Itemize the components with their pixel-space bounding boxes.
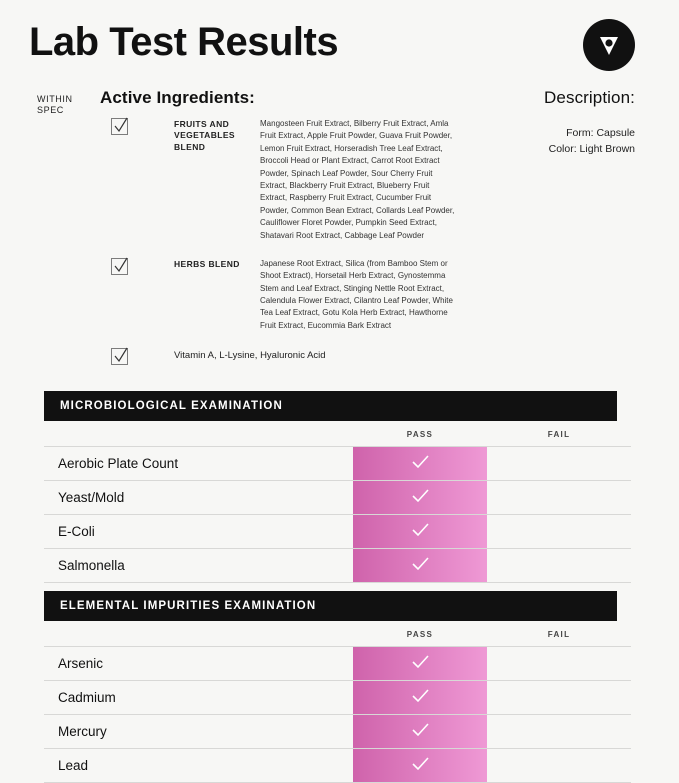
fail-cell [487,681,631,715]
page-title: Lab Test Results [29,20,339,64]
ingredient-blend-detail: Japanese Root Extract, Silica (from Bamboo Stem or Shoot Extract), Horsetail Herb Extract, Gynostemma Stem and Leaf Extract, Stinging Nettle Root Extract, Calendula Flower Extract, Cilantro Leaf Powder, White Tea Leaf Extract, Gotu Kola Herb Extract, Hawthorne Fruit Extract, Eucommia Bark Extract [260,258,453,330]
check-icon [412,455,429,469]
test-name: Arsenic [44,647,353,681]
table-row [44,447,631,481]
within-spec-column [26,88,100,377]
fail-cell [487,447,631,481]
active-ingredients-column [100,88,457,377]
column-header-fail: FAIL [487,421,631,447]
pass-cell [353,481,487,515]
check-icon [412,523,429,537]
pass-cell [353,549,487,583]
fail-cell [487,715,631,749]
column-header-pass: PASS [353,421,487,447]
column-header-name [44,421,353,447]
table-row [44,549,631,583]
ingredient-row [174,348,457,365]
section-title-microbiological: MICROBIOLOGICAL EXAMINATION [44,391,617,421]
test-name: Lead [44,749,353,783]
pass-cell [353,681,487,715]
test-name: Mercury [44,715,353,749]
description-column [457,88,635,377]
ingredient-blend-name: FRUITS AND VEGETABLES BLEND [174,119,235,152]
table-row [44,681,631,715]
pass-cell [353,515,487,549]
check-icon [412,557,429,571]
fail-cell [487,481,631,515]
ingredient-simple-list: Vitamin A, L-Lysine, Hyaluronic Acid [174,350,326,362]
ingredient-blend-detail: Mangosteen Fruit Extract, Bilberry Fruit Extract, Amla Fruit Extract, Apple Fruit Powder, Guava Fruit Powder, Lemon Fruit Extract, Horseradish Tree Leaf Extract, Broccoli Head or Plant Extract, Carrot Root Extract Powder, Spinach Leaf Powder, Sour Cherry Fruit Extract, Blackberry Fruit Extract, Blueberry Fruit Extract, Raspberry Fruit Extract, Cucumber Fruit Powder, Common Bean Extract, Collards Leaf Powder, Cauliflower Floret Powder, Pumpkin Seed Extract, Shatavari Root Extract, Cabbage Leaf Powder [260,119,455,240]
table-row [44,481,631,515]
table-header-row [44,621,631,647]
check-icon [412,757,429,771]
test-name: E-Coli [44,515,353,549]
pass-cell [353,447,487,481]
checkbox-icon[interactable] [111,258,128,275]
top-info-area [26,88,635,377]
section-title-elemental: ELEMENTAL IMPURITIES EXAMINATION [44,591,617,621]
pass-cell [353,647,487,681]
test-name: Salmonella [44,549,353,583]
within-spec-label-line1: WITHIN [37,94,73,104]
check-icon [412,689,429,703]
spec-checkbox-cell [100,118,174,242]
within-spec-label-line2: SPEC [37,105,64,116]
results-tables [26,391,635,783]
active-ingredients-heading: Active Ingredients: [100,88,255,107]
page-header [26,22,635,80]
table-row [44,715,631,749]
ingredient-blend-name: HERBS BLEND [174,258,240,269]
table-row [44,749,631,783]
description-heading: Description: [544,88,635,107]
spec-checkbox-cell [100,258,174,332]
fail-cell [487,647,631,681]
microbiological-results-table [44,421,631,583]
table-row [44,515,631,549]
table-header-row [44,421,631,447]
triangle-logo-icon [583,19,635,71]
ingredient-rows [100,118,457,365]
fail-cell [487,515,631,549]
test-name: Cadmium [44,681,353,715]
fail-cell [487,749,631,783]
pass-cell [353,749,487,783]
description-form: Form: Capsule [566,127,635,139]
within-spec-label [26,94,100,117]
column-header-pass: PASS [353,621,487,647]
check-icon [412,655,429,669]
ingredient-row [174,258,457,332]
test-name: Yeast/Mold [44,481,353,515]
check-icon [412,489,429,503]
check-icon [412,723,429,737]
fail-cell [487,549,631,583]
column-header-name [44,621,353,647]
ingredient-row [174,118,457,242]
spec-checkbox-cell [100,348,174,365]
elemental-impurities-results-table [44,621,631,783]
table-row [44,647,631,681]
test-name: Aerobic Plate Count [44,447,353,481]
table-spacer [44,583,617,591]
description-color: Color: Light Brown [548,142,635,155]
pass-cell [353,715,487,749]
checkbox-icon[interactable] [111,118,128,135]
checkbox-icon[interactable] [111,348,128,365]
column-header-fail: FAIL [487,621,631,647]
